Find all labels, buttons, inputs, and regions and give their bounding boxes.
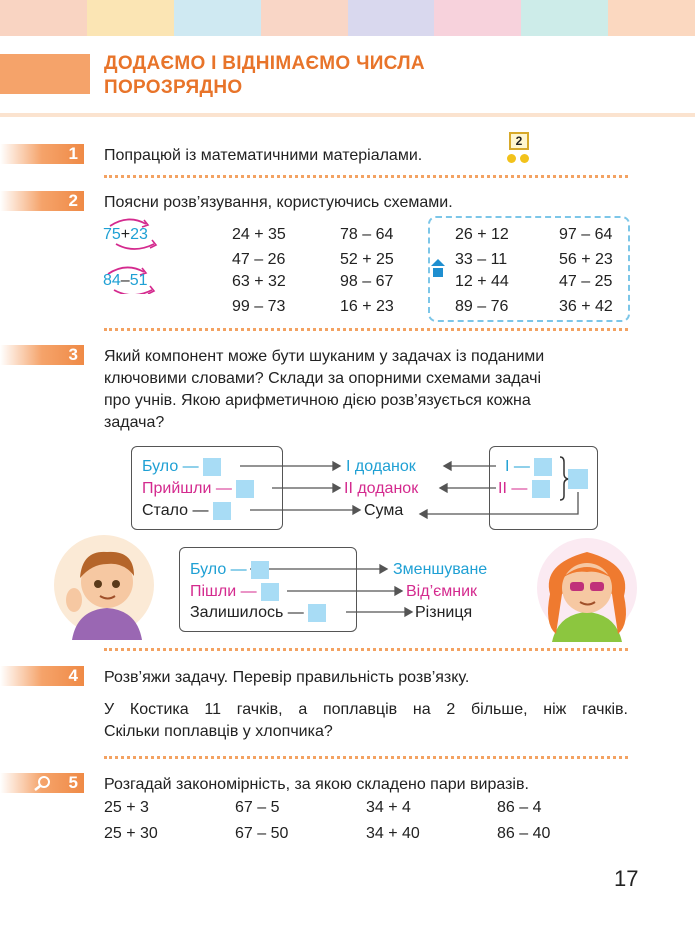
label: І — [505, 458, 530, 475]
expression: 34 + 4 [366, 799, 411, 816]
scheme-2-subtrahend: Від’ємник [406, 583, 478, 600]
dotted-divider [104, 756, 628, 759]
label: Прийшли — [142, 480, 232, 497]
example-add-op: + [120, 226, 131, 243]
expression: 33 – 11 [455, 251, 508, 268]
task-2-text: Поясни розв’язування, користуючись схемами. [104, 194, 453, 211]
task-number-1: 1 [0, 144, 84, 164]
problem-line: Скільки поплавців у хлопчика? [104, 723, 333, 740]
example-add-a: 75 [103, 226, 121, 243]
expression: 26 + 12 [455, 226, 509, 243]
example-add-b: 23 [130, 226, 148, 243]
scheme-1-addend-2: ІІ доданок [344, 480, 419, 497]
expression: 25 + 3 [104, 799, 149, 816]
expression: 67 – 50 [235, 825, 289, 842]
expression: 16 + 23 [340, 298, 394, 315]
expression: 24 + 35 [232, 226, 286, 243]
magnifier-icon [34, 775, 52, 791]
page-title-line2: ПОРОЗРЯДНО [104, 77, 243, 98]
task-4-text: Розв’яжи задачу. Перевір правильність розв’язку. [104, 669, 470, 686]
expression: 97 – 64 [559, 226, 613, 243]
expression: 89 – 76 [455, 298, 509, 315]
scheme-2-difference: Різниця [415, 604, 473, 621]
cube-badge-icon: 2 [509, 132, 529, 150]
scheme-2-minuend: Зменшуване [393, 561, 488, 578]
boy-illustration [52, 530, 162, 640]
task-3-line: задача? [104, 414, 165, 431]
label: Пішли — [190, 583, 257, 600]
label: Залишилось — [190, 604, 304, 621]
example-sub-op: – [120, 272, 130, 289]
expression: 63 + 32 [232, 273, 286, 290]
girl-illustration [532, 534, 642, 642]
task-number-5 [0, 773, 84, 793]
dotted-divider [104, 648, 628, 651]
task-1-text: Попрацюй із математичними матеріалами. [104, 147, 423, 164]
task-3-line: Який компонент може бути шуканим у задачах із поданими [104, 348, 545, 365]
expression: 47 – 25 [559, 273, 613, 290]
task-4-problem [104, 699, 628, 743]
task-3-line: ключовими словами? Склади за опорними схемами задачі [104, 370, 542, 387]
expression: 12 + 44 [455, 273, 509, 290]
expression: 99 – 73 [232, 298, 286, 315]
scheme-1-addend-1: І доданок [346, 458, 416, 475]
expression: 78 – 64 [340, 226, 394, 243]
task-5-text: Розгадай закономірність, за якою складено пари виразів. [104, 776, 529, 793]
label: ІІ — [498, 480, 528, 497]
expression: 56 + 23 [559, 251, 613, 268]
expression: 52 + 25 [340, 251, 394, 268]
label: Було — [190, 561, 247, 578]
task-number-3: 3 [0, 345, 84, 365]
example-sub-b: 51 [129, 272, 148, 289]
label: Було — [142, 458, 199, 475]
task-number-4: 4 [0, 666, 84, 686]
task-5-number: 5 [68, 773, 78, 792]
expression: 34 + 40 [366, 825, 420, 842]
scheme-2-remained [190, 603, 326, 623]
expression: 67 – 5 [235, 799, 280, 816]
task-3-line: про учнів. Якою арифметичною дією розв’язується кожна [104, 392, 531, 409]
task-number-2: 2 [0, 191, 84, 211]
problem-line: У Костика 11 гачків, а поплавців на 2 більше, ніж гачків. [104, 701, 628, 718]
answer-square [308, 604, 326, 622]
expression: 36 + 42 [559, 298, 613, 315]
scheme-1-sum: Сума [364, 502, 404, 519]
expression: 86 – 40 [497, 825, 551, 842]
expression: 25 + 30 [104, 825, 158, 842]
example-sub-a: 84 [103, 272, 121, 289]
answer-square [251, 561, 269, 579]
page-number: 17 [614, 866, 639, 891]
expression: 86 – 4 [497, 799, 542, 816]
page-title-line1: ДОДАЄМО І ВІДНІМАЄМО ЧИСЛА [104, 53, 425, 74]
scheme-2-was [190, 560, 269, 580]
expression: 47 – 26 [232, 251, 286, 268]
label: Стало — [142, 502, 209, 519]
answer-square [261, 583, 279, 601]
expression: 98 – 67 [340, 273, 394, 290]
scheme-2-left [190, 582, 279, 602]
